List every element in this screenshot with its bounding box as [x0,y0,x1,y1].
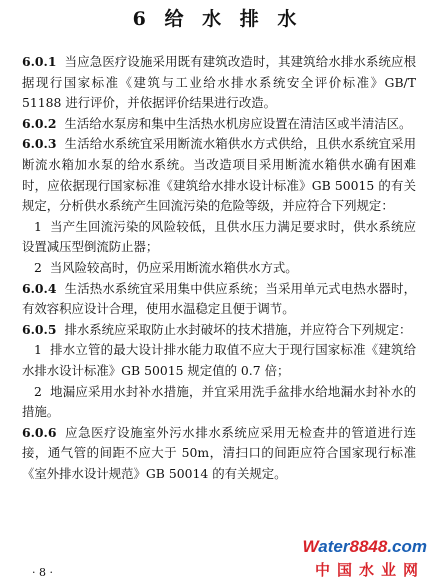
item-number: 2 [34,383,42,399]
item-text: 当风险较高时，仍应采用断流水箱供水方式。 [49,259,298,275]
clause-6-0-2 [22,114,416,135]
clause-text: 应急医疗设施室外污水排水系统应采用无检查井的管道进行连接，通气管的间距不应大于 50m，清扫口的间距应符合国家现行标准《室外排水设计规范》GB 50014 的有关规定。 [22,424,416,481]
watermark-logo [287,537,427,581]
item-number: 2 [34,259,42,275]
watermark-brand-domain: .com [387,537,427,556]
page-number: · 8 · [32,566,53,579]
clause-6-0-1 [22,52,416,114]
clause-6-0-5-item-2 [22,382,416,423]
clause-number: 6.0.2 [22,115,57,131]
watermark-site-name: 中国水业网 [314,562,425,579]
clause-text: 当应急医疗设施采用既有建筑改造时，其建筑给水排水系统应根据现行国家标准《建筑与工业给水排水系统安全评价标准》GB/T 51188 进行评价，并依据评价结果进行改造。 [22,54,416,111]
watermark-brand-initial: W [302,537,319,556]
watermark-brand-name: ater [318,537,350,556]
clause-number: 6.0.6 [22,424,57,440]
clause-6-0-5-item-1 [22,340,416,381]
watermark-brand [303,537,427,557]
clause-6-0-5 [22,320,416,341]
clause-number: 6.0.1 [22,54,57,69]
clause-text: 生活热水系统宜采用集中供应系统；当采用单元式电热水器时，有效容积应设计合理，使用水温稳定且便于调节。 [22,280,416,317]
clause-6-0-3 [22,134,416,216]
item-text: 排水立管的最大设计排水能力取值不应大于现行国家标准《建筑给水排水设计标准》GB 50015 规定值的 0.7 倍； [22,342,416,378]
clause-6-0-3-item-2 [22,258,416,279]
watermark-brand-number: 8848 [349,537,388,556]
item-number: 1 [34,218,42,234]
clause-text: 排水系统应采取防止水封破坏的技术措施，并应符合下列规定： [64,321,412,337]
clause-text: 生活给水系统宜采用断流水箱供水方式供给，且供水系统宜采用断流水箱加水泵的给水系统。当改造项目采用断流水箱供水确有困难时，应依据现行国家标准《建筑给水排水设计标准》GB 50015 的有关规定，分析供水系统产生回流污染的危险等级，并应符合下列规定： [22,136,416,214]
clause-6-0-6 [22,423,416,485]
clause-number: 6.0.3 [22,136,57,152]
clause-number: 6.0.5 [22,321,57,337]
clause-number: 6.0.4 [22,280,57,296]
item-text: 当产生回流污染的风险较低，且供水压力满足要求时，供水系统应设置减压型倒流防止器； [22,218,416,255]
item-text: 地漏应采用水封补水措施，并宜采用洗手盆排水给地漏水封补水的措施。 [22,383,416,420]
clause-text: 生活给水泵房和集中生活热水机房应设置在清洁区或半清洁区。 [64,115,412,131]
item-number: 1 [34,342,42,358]
clause-6-0-3-item-1 [22,217,416,258]
clause-6-0-4 [22,279,416,320]
chapter-title: 6 给 水 排 水 [132,8,303,30]
document-body [22,52,416,484]
